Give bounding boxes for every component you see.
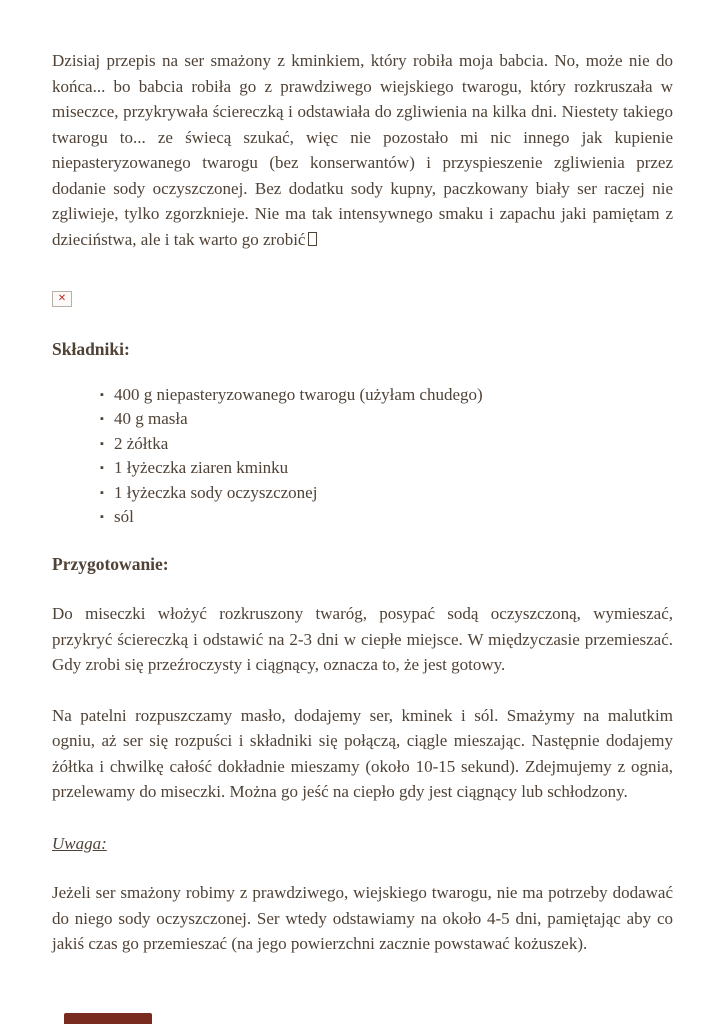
ingredient-list — [52, 383, 673, 530]
ingredients-heading: Składniki: — [52, 339, 130, 359]
preparation-heading: Przygotowanie: — [52, 553, 169, 574]
missing-emoji-glyph — [308, 232, 317, 246]
note-paragraph: Jeżeli ser smażony robimy z prawdziwego, wiejskiego twarogu, nie ma potrzeby dodawać do niego sody oczyszczonej. Ser wtedy odstawiamy na około 4-5 dni, pamiętając aby co jakiś czas go przemieszać (na jego powierzchni zacznie powstawać kożuszek). — [52, 883, 673, 953]
note-heading: Uwaga: — [52, 833, 107, 853]
list-item: ▪ sól — [100, 505, 673, 530]
list-item: ▪ 40 g masła — [100, 407, 673, 432]
broken-image-placeholder — [52, 291, 72, 307]
list-item: ▪ 400 g niepasteryzowanego twarogu (użyłam chudego) — [100, 383, 673, 408]
preparation-paragraph: Do miseczki włożyć rozkruszony twaróg, posypać sodą oczyszczoną, wymieszać, przykryć ściereczką i odstawić na 2-3 dni w ciepłe miejsce. W międzyczasie przemieszać. Gdy zrobi się przeźroczysty i ciągnący, oznacza to, że jest gotowy. — [52, 604, 673, 674]
list-item: ▪ 1 łyżeczka sody oczyszczonej — [100, 481, 673, 506]
broken-image-icon: ✕ — [57, 293, 67, 304]
footer-button[interactable] — [64, 1013, 152, 1024]
intro-paragraph — [52, 48, 673, 252]
list-item: ▪ 1 łyżeczka ziaren kminku — [100, 456, 673, 481]
list-item: ▪ 2 żółtka — [100, 432, 673, 457]
preparation-paragraph: Na patelni rozpuszczamy masło, dodajemy ser, kminek i sól. Smażymy na malutkim ogniu, aż ser się rozpuści i składniki się połączą, ciągle mieszając. Następnie dodajemy żółtka i chwilkę całość dokładnie mieszamy (około 10-15 sekund). Zdejmujemy z ognia, przelewamy do miseczki. Można go jeść na ciepło gdy jest ciągnący lub schłodzony. — [52, 705, 673, 801]
intro-text: Dzisiaj przepis na ser smażony z kminkiem, który robiła moja babcia. No, może nie do końca... bo babcia robiła go z prawdziwego wiejskiego twarogu, który rozkruszała w miseczce, przykrywała ściereczką i odstawiała do zgliwienia na kilka dni. Niestety takiego twarogu to... ze świecą szukać, więc nie pozostało mi nic innego jak kupienie niepasteryzowanego twarogu (bez konserwantów) i przyspieszenie zgliwienia przez dodanie sody oczyszczonej. Bez dodatku sody kupny, paczkowany biały ser raczej nie zgliwieje, tylko zgorzknieje. Nie ma tak intensywnego smaku i zapachu jaki pamiętam z dzieciństwa, ale i tak warto go zrobić — [52, 51, 673, 249]
